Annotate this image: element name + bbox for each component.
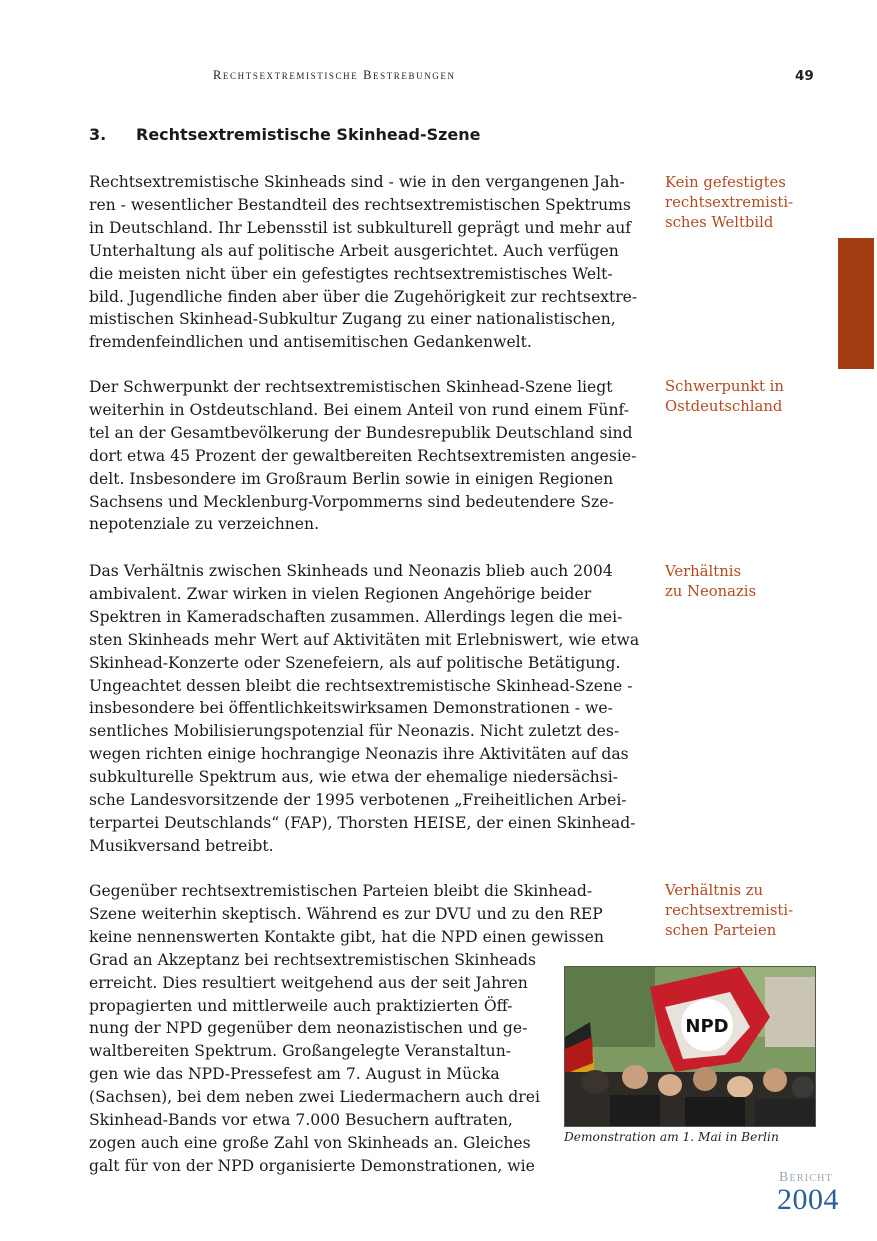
paragraph-3: [89, 560, 639, 858]
text-line: in Deutschland. Ihr Lebensstil ist subkulturell geprägt und mehr auf: [89, 218, 632, 237]
text-line: nung der NPD gegenüber dem neonazistischen und ge-: [89, 1019, 528, 1038]
margin-note-line: rechtsextremisti-: [665, 901, 794, 919]
margin-note-line: Schwerpunkt in: [665, 378, 784, 395]
text-line: Grad an Akzeptanz bei rechtsextremistischen Skinheads: [89, 950, 536, 969]
text-line: zogen auch eine große Zahl von Skinheads an. Gleiches: [89, 1133, 531, 1152]
text-line: wegen richten einige hochrangige Neonazis ihre Aktivitäten auf das: [89, 745, 629, 764]
margin-note-ostdeutschland: [665, 377, 784, 417]
text-line: sche Landesvorsitzende der 1995 verbotenen „Freiheitlichen Arbei-: [89, 791, 627, 810]
margin-note-line: Verhältnis zu: [665, 882, 764, 899]
text-line: Der Schwerpunkt der rechtsextremistischen Skinhead-Szene liegt: [89, 378, 613, 396]
margin-note-line: Ostdeutschland: [665, 397, 783, 415]
text-line: Skinhead-Bands vor etwa 7.000 Besuchern auftraten,: [89, 1111, 513, 1130]
text-line: subkulturelle Spektrum aus, wie etwa der ehemalige niedersächsi-: [89, 768, 618, 787]
paragraph-4: [89, 880, 604, 1178]
text-line: tel an der Gesamtbevölkerung der Bundesrepublik Deutschland sind: [89, 423, 633, 442]
text-line: waltbereiten Spektrum. Großangelegte Veranstaltun-: [89, 1042, 512, 1061]
text-line: delt. Insbesondere im Großraum Berlin sowie in einigen Regionen: [89, 469, 614, 488]
text-line: keine nennenswerten Kontakte gibt, hat die NPD einen gewissen: [89, 927, 604, 946]
text-line: die meisten nicht über ein gefestigtes rechtsextremistisches Welt-: [89, 264, 613, 283]
text-line: galt für von der NPD organisierte Demonstrationen, wie: [89, 1156, 535, 1175]
section-number: 3.: [89, 125, 107, 144]
text-line: Rechtsextremistische Skinheads sind - wie in den vergangenen Jah-: [89, 173, 625, 191]
section-title: Rechtsextremistische Skinhead-Szene: [136, 125, 481, 144]
text-line: Szene weiterhin skeptisch. Während es zur DVU und zu den REP: [89, 904, 603, 923]
report-year: 2004: [777, 1183, 839, 1216]
paragraph-1: [89, 171, 637, 354]
text-line: fremdenfeindlichen und antisemitischen Gedankenwelt.: [89, 333, 532, 352]
text-line: gen wie das NPD-Pressefest am 7. August in Mücka: [89, 1065, 500, 1084]
text-line: Gegenüber rechtsextremistischen Parteien bleibt die Skinhead-: [89, 882, 593, 900]
text-line: sentliches Mobilisierungspotenzial für Neonazis. Nicht zuletzt des-: [89, 722, 620, 741]
text-line: nepotenziale zu verzeichnen.: [89, 515, 320, 534]
text-line: ren - wesentlicher Bestandteil des rechtsextremistischen Spektrums: [89, 195, 631, 214]
text-line: ambivalent. Zwar wirken in vielen Regionen Angehörige beider: [89, 584, 592, 603]
margin-note-weltbild: [665, 173, 793, 232]
text-line: terpartei Deutschlands“ (FAP), Thorsten HEISE, der einen Skinhead-: [89, 813, 636, 832]
text-line: sten Skinheads mehr Wert auf Aktivitäten mit Erlebniswert, wie etwa: [89, 630, 640, 649]
margin-note-line: Kein gefestigtes: [665, 174, 786, 191]
text-line: Musikversand betreibt.: [89, 836, 274, 855]
report-label: Bericht: [779, 1170, 833, 1185]
photo-caption: Demonstration am 1. Mai in Berlin: [564, 1130, 779, 1144]
paragraph-2: [89, 376, 636, 536]
margin-note-line: schen Parteien: [665, 921, 777, 939]
margin-note-neonazis: [665, 562, 756, 602]
text-line: erreicht. Dies resultiert weitgehend aus der seit Jahren: [89, 973, 528, 992]
margin-note-line: zu Neonazis: [665, 582, 757, 600]
text-line: weiterhin in Ostdeutschland. Bei einem Anteil von rund einem Fünf-: [89, 400, 629, 419]
demonstration-photo: [564, 966, 816, 1127]
running-head: Rechtsextremistische Bestrebungen: [213, 68, 456, 82]
text-line: (Sachsen), bei dem neben zwei Liedermachern auch drei: [89, 1088, 540, 1107]
margin-note-line: sches Weltbild: [665, 213, 774, 231]
page-number: 49: [795, 68, 814, 84]
text-line: Das Verhältnis zwischen Skinheads und Neonazis blieb auch 2004: [89, 562, 613, 580]
margin-note-line: rechtsextremisti-: [665, 193, 794, 211]
text-line: dort etwa 45 Prozent der gewaltbereiten Rechtsextremisten angesie-: [89, 446, 637, 465]
text-line: Ungeachtet dessen bleibt die rechtsextremistische Skinhead-Szene -: [89, 676, 633, 695]
margin-note-line: Verhältnis: [665, 563, 742, 580]
text-line: Unterhaltung als auf politische Arbeit ausgerichtet. Auch verfügen: [89, 241, 619, 260]
text-line: Sachsens und Mecklenburg-Vorpommerns sind bedeutendere Sze-: [89, 492, 614, 511]
chapter-tab-marker: [838, 238, 874, 369]
text-line: Skinhead-Konzerte oder Szenefeiern, als auf politische Betätigung.: [89, 653, 621, 672]
text-line: insbesondere bei öffentlichkeitswirksamen Demonstrationen - we-: [89, 699, 613, 718]
margin-note-parteien: [665, 881, 793, 940]
text-line: mistischen Skinhead-Subkultur Zugang zu einer nationalistischen,: [89, 310, 616, 329]
text-line: propagierten und mittlerweile auch praktizierten Öff-: [89, 996, 513, 1015]
text-line: Spektren in Kameradschaften zusammen. Allerdings legen die mei-: [89, 607, 623, 626]
flag-lettering: NPD: [685, 1016, 729, 1037]
section-heading: [89, 125, 481, 144]
text-line: bild. Jugendliche finden aber über die Zugehörigkeit zur rechtsextre-: [89, 287, 638, 306]
